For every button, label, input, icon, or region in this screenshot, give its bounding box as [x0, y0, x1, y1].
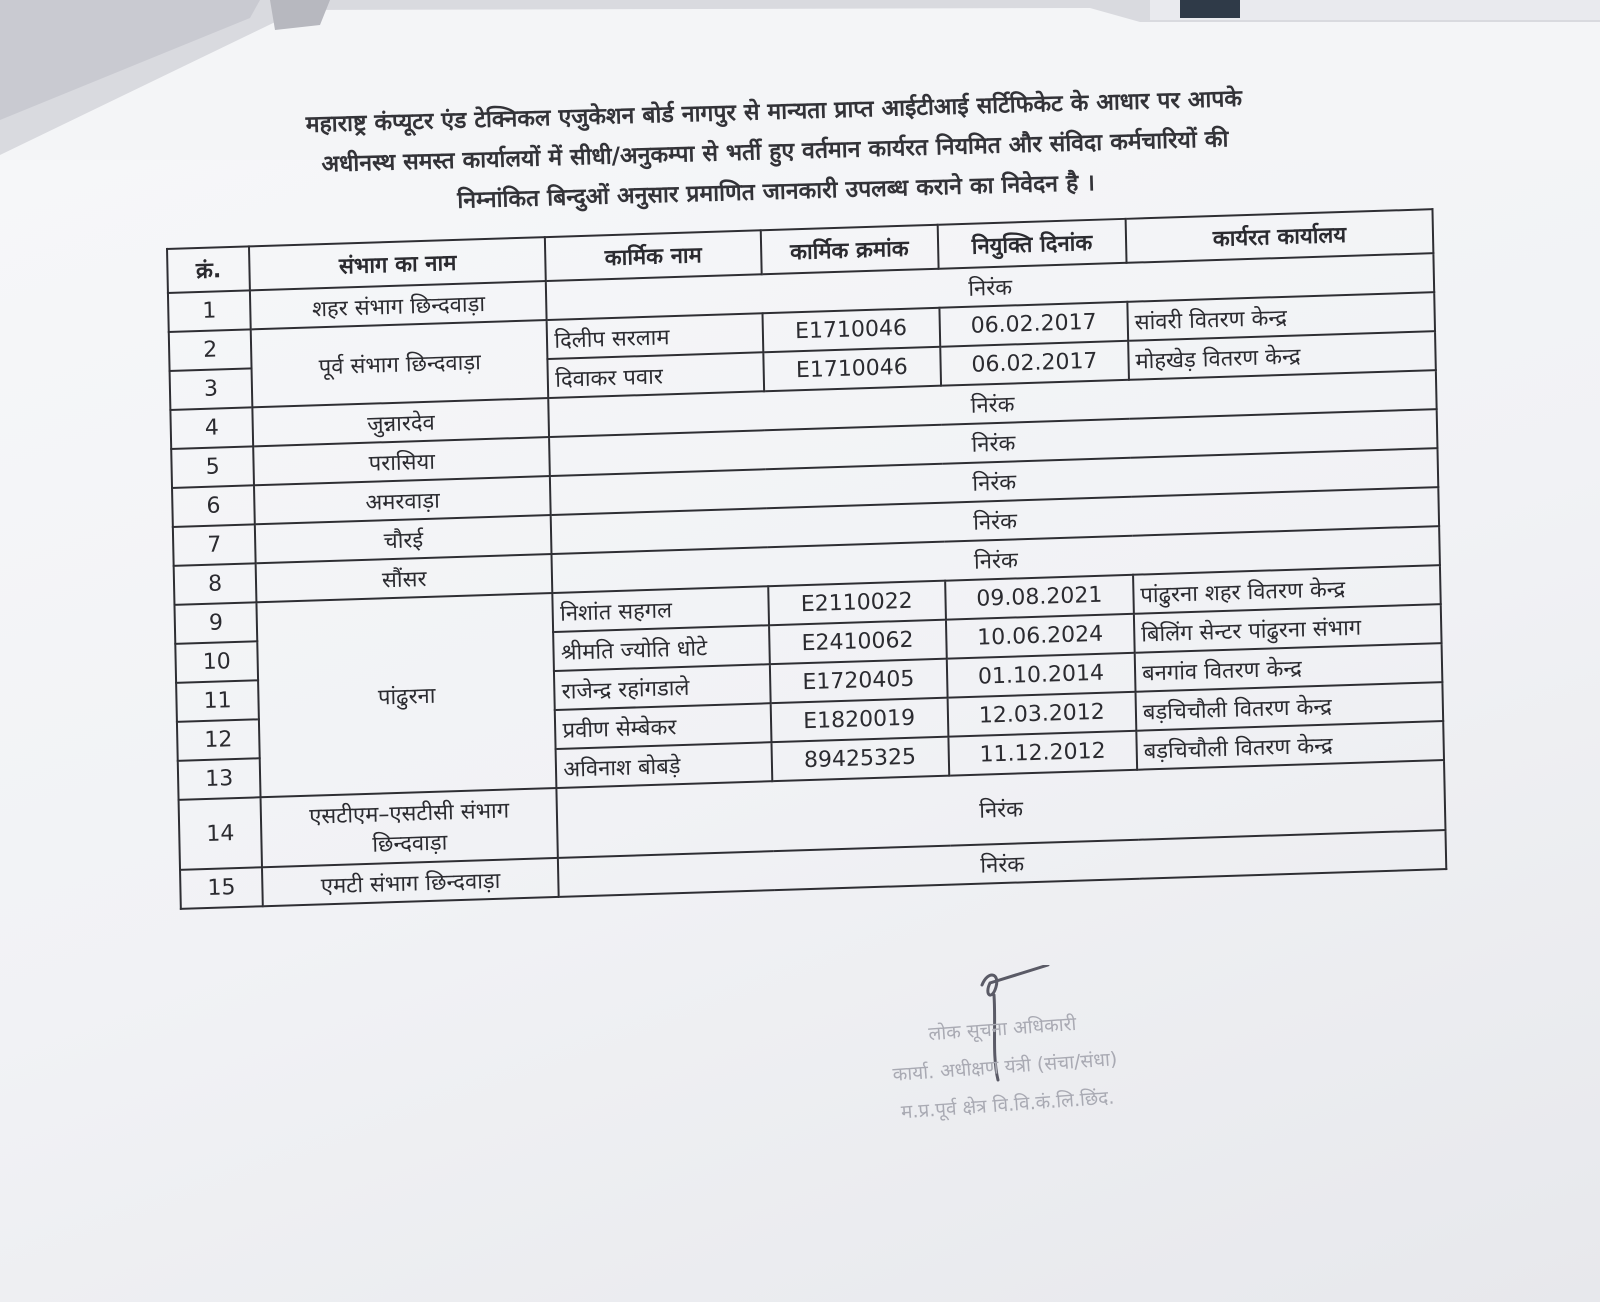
- employee-name-cell: दिवाकर पवार: [548, 352, 764, 398]
- office-cell: मोहखेड़ वितरण केन्द्र: [1128, 331, 1436, 380]
- appointment-date-cell: 06.02.2017: [940, 341, 1129, 386]
- serial-cell: 5: [171, 446, 254, 488]
- nil-cell: निरंक: [551, 487, 1439, 554]
- serial-cell: 12: [177, 719, 260, 761]
- employee-name-cell: निशांत सहगल: [553, 586, 769, 632]
- division-cell: जुन्नारदेव: [253, 398, 550, 446]
- serial-cell: 1: [168, 290, 251, 332]
- division-cell: [261, 788, 559, 867]
- serial-cell: 6: [172, 485, 255, 527]
- employee-number-cell: E1720405: [769, 659, 947, 704]
- appointment-date-cell: 12.03.2012: [947, 692, 1136, 737]
- request-line-2: अधीनस्थ समस्त कार्यालयों में सीधी/अनुकम्पा से भर्ती हुए वर्तमान कार्यरत नियमित और संविदा कर्मचारियों की: [321, 126, 1229, 178]
- serial-cell: 13: [178, 758, 261, 800]
- appointment-date-cell: 06.02.2017: [939, 302, 1128, 347]
- serial-cell: 7: [173, 524, 256, 566]
- division-cell: अमरवाड़ा: [254, 476, 551, 524]
- division-cell: शहर संभाग छिन्दवाड़ा: [250, 281, 547, 329]
- header-serial: क्रं.: [167, 246, 250, 293]
- serial-cell: 15: [180, 867, 263, 909]
- serial-cell: 4: [170, 407, 253, 449]
- division-cell: पूर्व संभाग छिन्दवाड़ा: [251, 320, 549, 407]
- appointment-date-cell: 09.08.2021: [945, 575, 1134, 620]
- office-cell: बड़चिचौली वितरण केन्द्र: [1136, 721, 1444, 770]
- appointment-date-cell: 10.06.2024: [946, 614, 1135, 659]
- division-line-2: छिन्दवाड़ा: [372, 830, 448, 858]
- office-cell: बनगांव वितरण केन्द्र: [1135, 643, 1443, 692]
- employee-table: [166, 208, 1447, 910]
- employee-name-cell: अविनाश बोबड़े: [556, 742, 772, 788]
- appointment-date-cell: 01.10.2014: [947, 653, 1136, 698]
- division-line-1: एसटीएम–एसटीसी संभाग: [308, 798, 510, 830]
- nil-cell: निरंक: [549, 370, 1437, 437]
- employee-number-cell: E2110022: [768, 581, 946, 626]
- employee-number-cell: 89425325: [771, 737, 949, 782]
- employee-name-cell: श्रीमति ज्योति धोटे: [554, 625, 770, 671]
- serial-cell: 8: [174, 563, 257, 605]
- appointment-date-cell: 11.12.2012: [948, 731, 1137, 776]
- employee-table-wrapper: [166, 208, 1447, 910]
- header-employee-number: कार्मिक क्रमांक: [760, 225, 938, 275]
- nil-cell: निरंक: [558, 830, 1446, 897]
- employee-name-cell: प्रवीण सेम्बेकर: [555, 703, 771, 749]
- serial-cell: 2: [169, 329, 252, 371]
- office-cell: बड़चिचौली वितरण केन्द्र: [1135, 682, 1443, 731]
- stamp-line-2: कार्या. अधीक्षण यंत्री (संचा/संधा): [891, 1048, 1119, 1086]
- office-cell: बिलिंग सेन्टर पांढुरना संभाग: [1134, 604, 1442, 653]
- division-cell: चौरई: [255, 515, 552, 563]
- nil-cell: निरंक: [550, 448, 1438, 515]
- stamp-line-1: लोक सूचना अधिकारी: [927, 1012, 1078, 1046]
- division-cell: पांढुरना: [257, 593, 557, 797]
- serial-cell: 14: [179, 797, 263, 870]
- employee-number-cell: E1710046: [762, 308, 940, 353]
- division-cell: एमटी संभाग छिन्दवाड़ा: [262, 858, 559, 906]
- office-cell: पांढुरना शहर वितरण केन्द्र: [1133, 565, 1441, 614]
- header-appointment-date: नियुक्ति दिनांक: [937, 219, 1126, 269]
- header-division: संभाग का नाम: [249, 237, 546, 290]
- request-line-3: निम्नांकित बिन्दुओं अनुसार प्रमाणित जानकारी उपलब्ध कराने का निवेदन है ।: [456, 170, 1096, 214]
- division-cell: परासिया: [253, 437, 550, 485]
- nil-cell: निरंक: [546, 253, 1434, 320]
- division-cell: सौंसर: [256, 554, 553, 602]
- nil-cell: निरंक: [549, 409, 1437, 476]
- office-cell: सांवरी वितरण केन्द्र: [1127, 292, 1435, 341]
- serial-cell: 9: [174, 602, 257, 644]
- official-stamp: [841, 999, 1168, 1135]
- serial-cell: 3: [170, 368, 253, 410]
- nil-cell: निरंक: [552, 526, 1440, 593]
- employee-name-cell: राजेन्द्र रहांगडाले: [554, 664, 770, 710]
- serial-cell: 11: [176, 680, 259, 722]
- request-paragraph: [149, 75, 1402, 230]
- serial-cell: 10: [175, 641, 258, 683]
- employee-number-cell: E2410062: [769, 620, 947, 665]
- header-working-office: कार्यरत कार्यालय: [1126, 209, 1434, 263]
- header-employee-name: कार्मिक नाम: [545, 230, 761, 281]
- nil-cell: निरंक: [557, 760, 1446, 858]
- request-line-1: महाराष्ट्र कंप्यूटर एंड टेक्निकल एजुकेशन बोर्ड नागपुर से मान्यता प्राप्त आईटीआई सर्टिफिकेट के आधार पर आपके: [305, 85, 1243, 139]
- stamp-line-3: म.प्र.पूर्व क्षेत्र वि.वि.कं.लि.छिंद.: [900, 1086, 1116, 1124]
- employee-name-cell: दिलीप सरलाम: [547, 313, 763, 359]
- employee-number-cell: E1820019: [770, 698, 948, 743]
- employee-number-cell: E1710046: [763, 347, 941, 392]
